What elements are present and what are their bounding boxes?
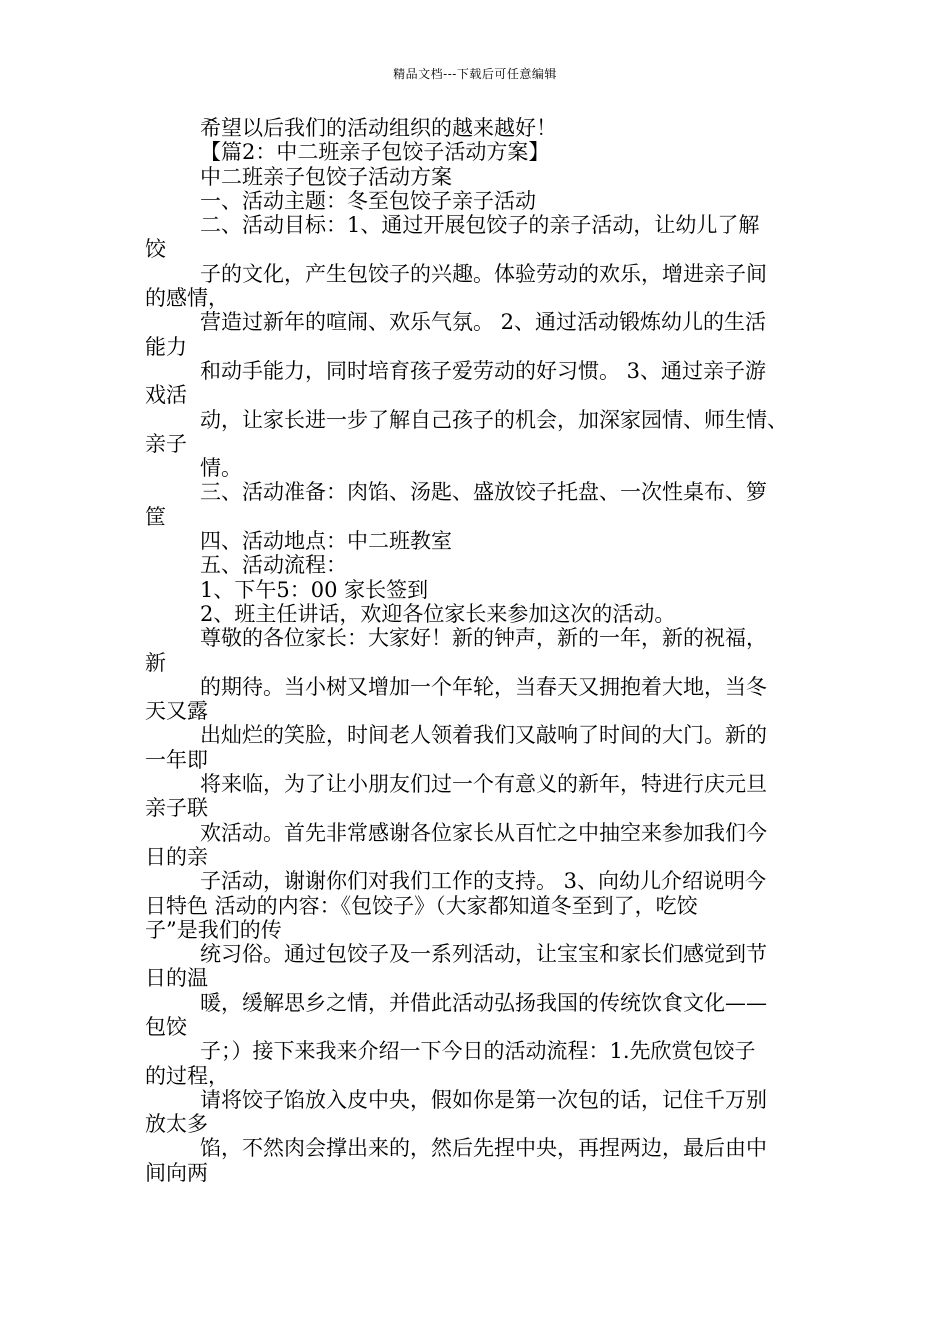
text-line: 一年即 [145,747,208,772]
text-line: 子”是我们的传 [145,917,282,942]
text-line: 包饺 [145,1014,187,1039]
text-line: 新 [145,650,166,675]
document-body [145,116,825,1185]
text-line: 亲子联 [145,796,208,821]
text-line: 的过程， [145,1063,229,1088]
text-line: 和动手能力，同时培育孩子爱劳动的好习惯。 3、通过亲子游 [200,358,767,383]
text-line: 日的温 [145,966,208,991]
text-line: 能力 [145,334,187,359]
text-line: 欢活动。首先非常感谢各位家长从百忙之中抽空来参加我们今 [200,820,767,845]
text-line: 营造过新年的喧闹、欢乐气氛。 2、通过活动锻炼幼儿的生活 [200,310,767,335]
text-line: 一、活动主题：冬至包饺子亲子活动 [200,188,536,213]
text-line: 【篇2：中二班亲子包饺子活动方案】 [200,140,550,165]
text-line: 子活动，谢谢你们对我们工作的支持。 3、向幼儿介绍说明今 [200,869,767,894]
text-line: 四、活动地点：中二班教室 [200,529,452,554]
text-line: 三、活动准备：肉馅、汤匙、盛放饺子托盘、一次性桌布、箩 [200,480,767,505]
text-line: 请将饺子馅放入皮中央，假如你是第一次包的话，记住千万别 [200,1087,767,1112]
text-line: 亲子 [145,431,187,456]
text-line: 日特色 活动的内容：《包饺子》（大家都知道冬至到了，吃饺 [145,893,698,918]
text-line: 馅，不然肉会撑出来的，然后先捏中央，再捏两边，最后由中 [200,1136,767,1161]
text-line: 动，让家长进一步了解自己孩子的机会，加深家园情、师生情、 [200,407,788,432]
text-line: 2、班主任讲话，欢迎各位家长来参加这次的活动。 [200,601,676,626]
text-line: 饺 [145,237,166,262]
text-line: 将来临，为了让小朋友们过一个有意义的新年，特进行庆元旦 [200,772,767,797]
text-line: 暖，缓解思乡之情，并借此活动弘扬我国的传统饮食文化—— [200,990,767,1015]
text-line: 日的亲 [145,844,208,869]
text-line: 1、下午5：00 家长签到 [200,577,429,602]
text-line: 五、活动流程： [200,553,347,578]
text-line: 情。 [200,456,242,481]
text-line: 的感情， [145,286,229,311]
text-line: 子；）接下来我来介绍一下今日的活动流程：1.先欣赏包饺子 [200,1039,756,1064]
text-line: 二、活动目标：1、通过开展包饺子的亲子活动，让幼儿了解 [200,213,760,238]
text-line: 统习俗。通过包饺子及一系列活动，让宝宝和家长们感觉到节 [200,942,767,967]
page-header: 精品文档---下载后可任意编辑 [393,67,557,81]
text-line: 中二班亲子包饺子活动方案 [200,164,452,189]
text-line: 出灿烂的笑脸，时间老人领着我们又敲响了时间的大门。新的 [200,723,767,748]
text-line: 希望以后我们的活动组织的越来越好！ [200,116,557,140]
text-line: 的期待。当小树又增加一个年轮，当春天又拥抱着大地，当冬 [200,674,767,699]
text-line: 筐 [145,504,166,529]
text-line: 戏活 [145,383,187,408]
text-line: 尊敬的各位家长：大家好！新的钟声，新的一年，新的祝福， [200,626,767,651]
text-line: 放太多 [145,1112,208,1137]
text-line: 天又露 [145,699,208,724]
text-line: 间向两 [145,1160,208,1185]
text-line: 子的文化，产生包饺子的兴趣。体验劳动的欢乐，增进亲子间 [200,261,767,286]
